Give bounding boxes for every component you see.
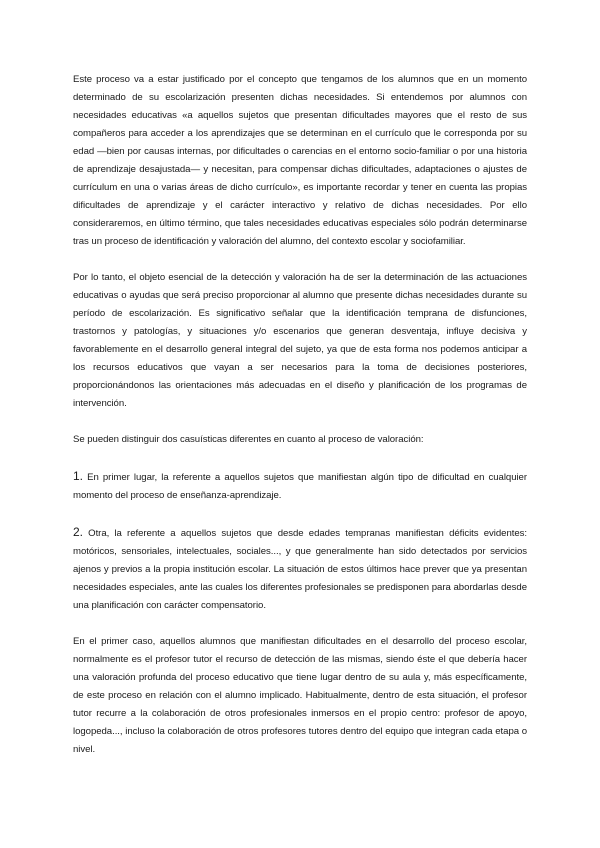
list-item-text: En primer lugar, la referente a aquellos sujetos que manifiestan algún tipo de dificultad en cualquier momento del proceso de enseñanza-aprendizaje. — [73, 472, 527, 501]
paragraph-justification: Este proceso va a estar justificado por el concepto que tengamos de los alumnos que en un momento determinado de su escolarización presenten dichas necesidades. Si entendemos por alumnos con necesidades educativas «a aquellos sujetos que presentan dificultades mayores que el resto de sus compañeros para acceder a los aprendizajes que se determinan en el currículo que le corresponda por su edad —bien por causas internas, por dificultades o carencias en el entorno socio-familiar o por una historia de aprendizaje desajustada— y necesitan, para compensar dichas dificultades, adaptaciones o ajustes de currículum en una o varias áreas de dicho currículo», es importante recordar y tener en cuenta las propias dificultades de aprendizaje y el carácter interactivo y relativo de dichas necesidades. Por ello consideraremos, en último término, que tales necesidades educativas especiales sólo podrán determinarse tras un proceso de identificación y valoración del alumno, del contexto escolar y sociofamiliar. — [73, 74, 527, 247]
list-item-second — [73, 523, 527, 615]
list-item-text: Otra, la referente a aquellos sujetos que desde edades tempranas manifiestan déficits evidentes: motóricos, sensoriales, intelectuales, sociales..., y que generalmente han sido detectados por servicios ajenos y previos a la propia institución escolar. La situación de estos últimos hace prever que ya presentan necesidades especiales, ante las cuales los diferentes profesionales se predisponen para abordarlas desde una planificación con carácter compensatorio. — [73, 528, 527, 611]
paragraph-first-case: En el primer caso, aquellos alumnos que manifiestan dificultades en el desarrollo del proceso escolar, normalmente es el profesor tutor el recurso de detección de las mismas, siendo éste el que debería hacer una valoración profunda del proceso educativo que tiene lugar dentro de su aula y, más específicamente, de este proceso en relación con el alumno implicado. Habitualmente, dentro de esta situación, el profesor tutor recurre a la colaboración de otros profesionales inmersos en el propio centro: profesor de apoyo, logopeda..., incluso la colaboración de otros profesores tutores dentro del equipo que integran cada etapa o nivel. — [73, 636, 527, 755]
list-number: 2. — [73, 525, 83, 539]
document-body — [73, 71, 527, 777]
list-item-first — [73, 467, 527, 505]
paragraph-objective: Por lo tanto, el objeto esencial de la detección y valoración ha de ser la determinación de las actuaciones educativas o ayudas que será preciso proporcionar al alumno que presente dichas necesidades durante su período de escolarización. Es significativo señalar que la identificación temprana de disfunciones, trastornos y patologías, y situaciones y/o escenarios que generan desventaja, influye decisiva y favorablemente en el desarrollo general integral del sujeto, ya que de esta forma nos podemos anticipar a los recursos educativos que vayan a ser necesarios para la toma de decisiones posteriores, proporcionándonos las orientaciones más adecuadas en el diseño y planificación de los programas de intervención. — [73, 272, 527, 409]
list-number: 1. — [73, 469, 83, 483]
paragraph-casuistics-intro: Se pueden distinguir dos casuísticas diferentes en cuanto al proceso de valoración: — [73, 434, 424, 445]
